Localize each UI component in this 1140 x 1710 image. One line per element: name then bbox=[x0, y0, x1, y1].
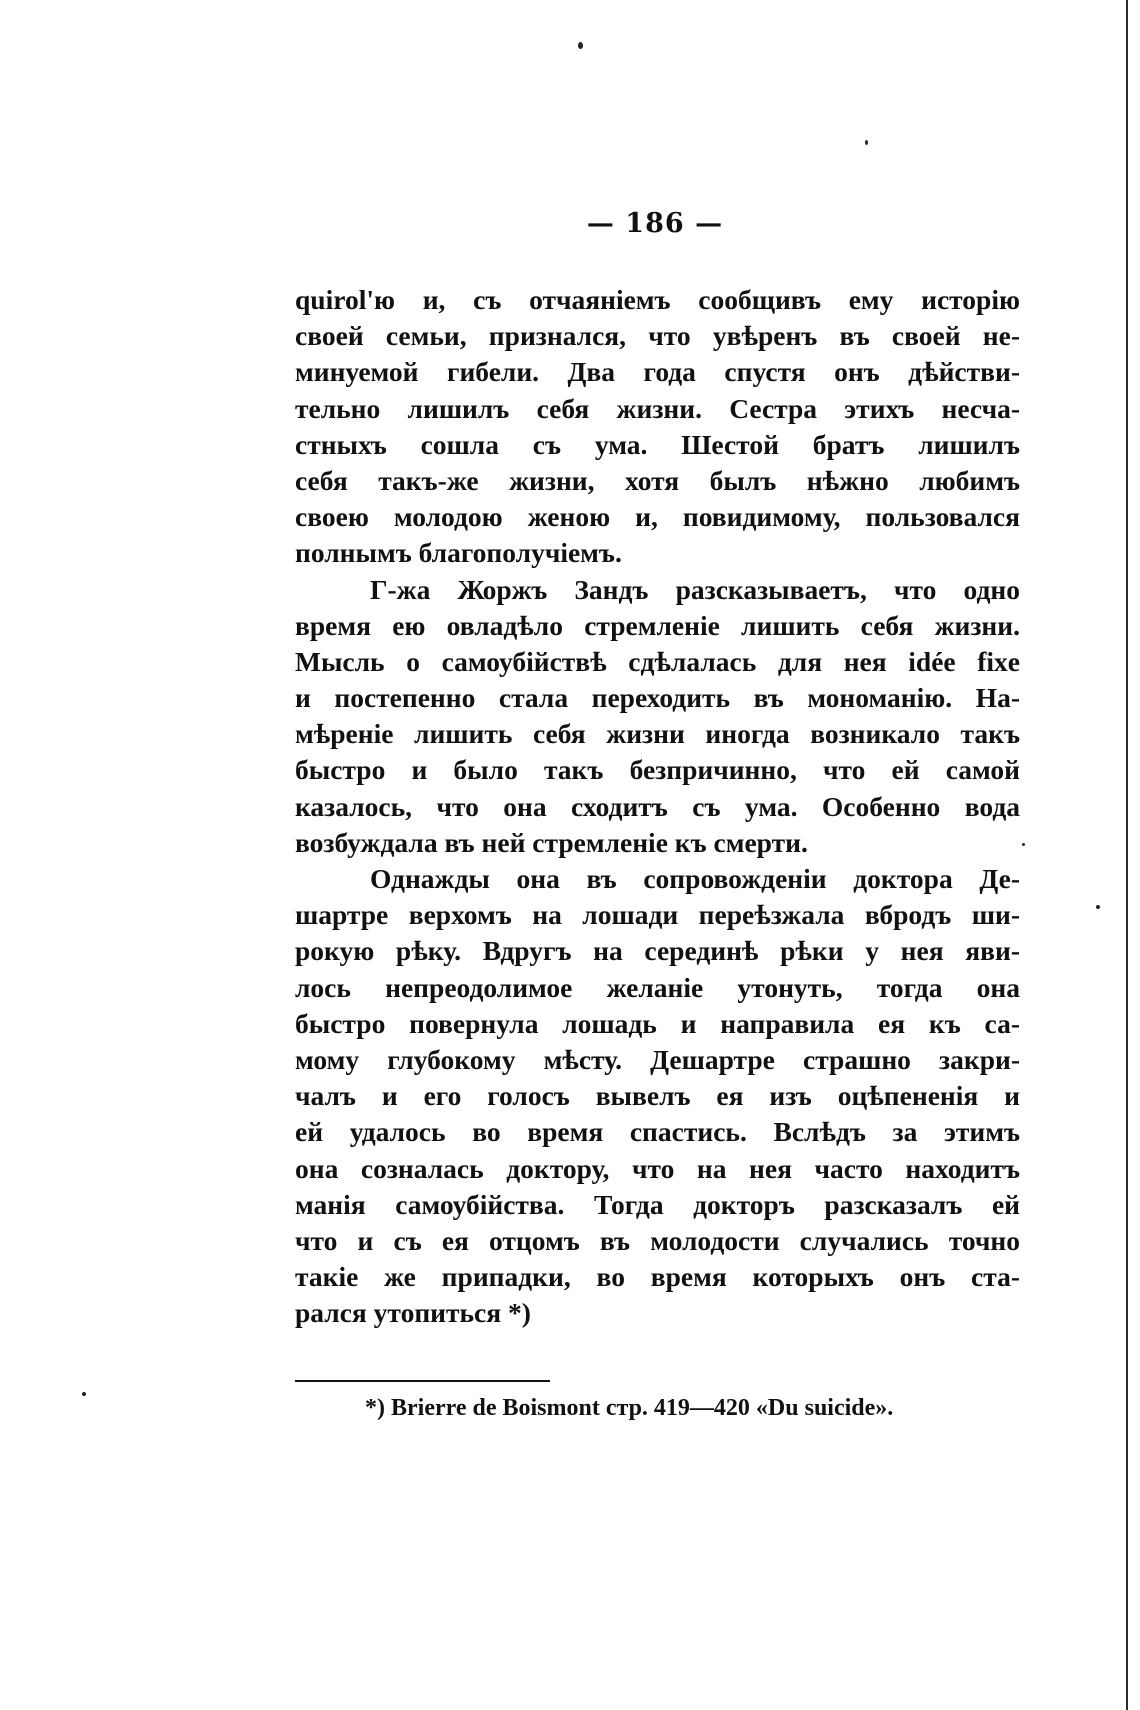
text-line: возбуждала въ ней стремленіе къ смерти. bbox=[295, 826, 808, 858]
print-speck bbox=[82, 1392, 86, 1396]
text-line: ей удалось во время спастись. Вслѣдъ за этимъ bbox=[295, 1116, 1020, 1148]
text-line: такіе же припадки, во время которыхъ онъ ста- bbox=[295, 1261, 1020, 1293]
text-line: мому глубокому мѣсту. Дешартре страшно закри- bbox=[295, 1043, 1020, 1075]
text-line: что и съ ея отцомъ въ молодости случались точно bbox=[295, 1224, 1020, 1256]
text-line: рокую рѣку. Вдругъ на серединѣ рѣки у нея яви- bbox=[295, 935, 1020, 967]
text-line: быстро повернула лошадь и направила ея къ са- bbox=[295, 1007, 1020, 1039]
paragraph-3 bbox=[295, 861, 1020, 1331]
footnote: *) Brierre de Boismont стр. 419—420 «Du suicide». bbox=[365, 1395, 894, 1421]
paragraph-1 bbox=[295, 282, 1020, 572]
text-line: время ею овладѣло стремленіе лишить себя жизни. bbox=[295, 609, 1020, 641]
text-line: казалось, что она сходитъ съ ума. Особенно вода bbox=[295, 790, 1020, 822]
text-line: шартре верхомъ на лошади переѣзжала вбродъ ши- bbox=[295, 899, 1020, 931]
print-speck bbox=[1022, 843, 1025, 846]
text-line: чалъ и его голосъ вывелъ ея изъ оцѣпененія и bbox=[295, 1080, 1020, 1112]
page-edge-line bbox=[1126, 0, 1128, 1710]
text-line: себя такъ-же жизни, хотя былъ нѣжно любимъ bbox=[295, 464, 1020, 496]
footnote-rule bbox=[295, 1380, 550, 1382]
text-line: Однажды она въ сопровожденіи доктора Де- bbox=[370, 863, 1020, 894]
text-line: и постепенно стала переходить въ мономанію. На- bbox=[295, 682, 1020, 714]
print-speck bbox=[1096, 905, 1100, 909]
text-line: минуемой гибели. Два года спустя онъ дѣйстви- bbox=[295, 356, 1020, 388]
print-speck bbox=[865, 140, 868, 145]
body-text bbox=[295, 282, 1020, 1331]
print-speck bbox=[578, 42, 583, 49]
text-line: быстро и было такъ безпричинно, что ей самой bbox=[295, 754, 1020, 786]
text-line: Мысль о самоубійствѣ сдѣлалась для нея idée fixe bbox=[295, 645, 1020, 677]
page-number: — 186 — bbox=[586, 208, 724, 239]
text-line: полнымъ благополучіемъ. bbox=[295, 537, 622, 569]
text-line: quirol'ю и, съ отчаяніемъ сообщивъ ему исторію bbox=[295, 284, 1020, 315]
text-line: рался утопиться *) bbox=[295, 1297, 531, 1329]
text-line: она созналась доктору, что на нея часто находитъ bbox=[295, 1152, 1020, 1184]
text-line: своей семьи, признался, что увѣренъ въ своей не- bbox=[295, 320, 1020, 352]
text-line: стныхъ сошла съ ума. Шестой братъ лишилъ bbox=[295, 428, 1020, 460]
text-line: манія самоубійства. Тогда докторъ разсказалъ ей bbox=[295, 1188, 1020, 1220]
paragraph-2 bbox=[295, 572, 1020, 862]
text-line: тельно лишилъ себя жизни. Сестра этихъ несча- bbox=[295, 392, 1020, 424]
text-line: мѣреніе лишить себя жизни иногда возникало такъ bbox=[295, 718, 1020, 750]
text-line: лось непреодолимое желаніе утонуть, тогда она bbox=[295, 971, 1020, 1003]
text-line: своею молодою женою и, повидимому, пользовался bbox=[295, 501, 1020, 533]
text-line: Г-жа Жоржъ Зандъ разсказываетъ, что одно bbox=[370, 573, 1020, 605]
